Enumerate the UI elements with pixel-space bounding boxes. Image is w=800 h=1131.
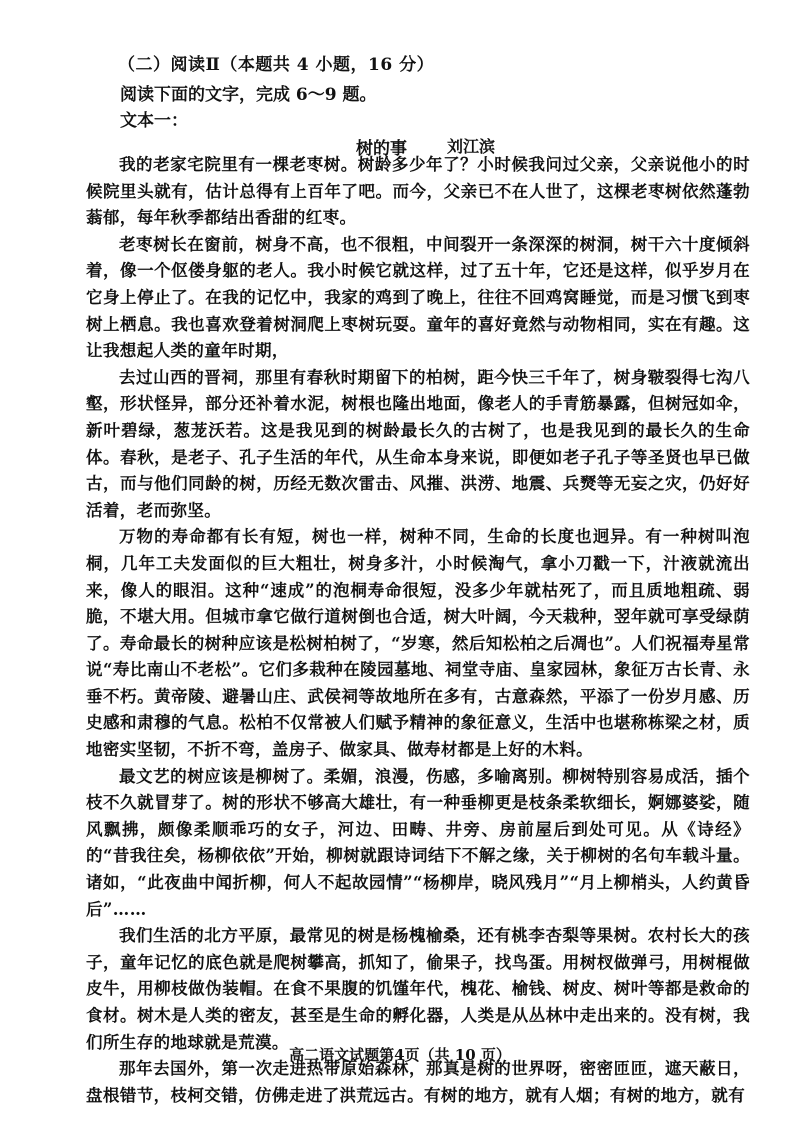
reading-instruction: 阅读下面的文字，完成 6～9 题。 — [120, 85, 377, 105]
page-footer: 高二语文试题第4页（共 10 页） — [289, 1046, 511, 1064]
section-heading: （二）阅读Ⅱ（本题共 4 小题，16 分） — [118, 55, 435, 75]
article-paragraph: 万物的寿命都有长有短，树也一样，树种不同，生命的长度也迥异。有一种树叫泡桐，几年工夫发面似的巨大粗壮，树身多汁，小时候淘气，拿小刀戳一下，汁液就流出来，像人的眼泪。这种“速成”的泡桐寿命很短，没多少年就枯死了，而且质地粗疏、弱脆，不堪大用。但城市拿它做行道树倒也合适，树大叶阔，今天栽种，翌年就可享受绿荫了。寿命最长的树种应该是松树柏树了，“岁寒，然后知松柏之后凋也”。人们祝福寿星常说“寿比南山不老松”。它们多栽种在陵园墓地、祠堂寺庙、皇家园林，象征万古长青、永垂不朽。黄帝陵、避暑山庄、武侯祠等故地所在多有，古意森然，平添了一份岁月感、历史感和肃穆的气息。松柏不仅常被人们赋予精神的象征意义，生活中也堪称栋梁之材，质地密实坚韧，不折不弯，盖房子、做家具、做寿材都是上好的木料。 — [86, 527, 750, 760]
article-author: 刘江滨 — [447, 137, 496, 156]
text-one-label: 文本一： — [120, 111, 188, 131]
article-paragraph: 那年去国外，第一次走进热带原始森林，那真是树的世界呀，密密匝匝，遮天蔽日，盘根错节，枝柯交错，仿佛走进了洪荒远古。有树的地方，就有人烟；有树的地方，就有 — [86, 1059, 750, 1105]
article-body — [86, 152, 750, 1109]
article-paragraph: 最文艺的树应该是柳树了。柔媚，浪漫，伤感，多喻离别。柳树特别容易成活，插个枝不久就冒芽了。树的形状不够高大雄壮，有一种垂柳更是枝条柔软细长，婀娜婆娑，随风飘拂，颇像柔顺乖巧的女子，河边、田畴、井旁、房前屋后到处可见。从《诗经》的“昔我往矣，杨柳依依”开始，柳树就跟诗词结下不解之缘，关于柳树的名句车载斗量。诸如，“此夜曲中闻折柳，何人不起故园情”“杨柳岸，晓风残月”“月上柳梢头，人约黄昏后”…… — [86, 766, 750, 919]
article-paragraph: 我的老家宅院里有一棵老枣树。树龄多少年了？小时候我问过父亲，父亲说他小的时候院里头就有，估计总得有上百年了吧。而今，父亲已不在人世了，这棵老枣树依然蓬勃蓊郁，每年秋季都结出香甜的红枣。 — [86, 155, 750, 228]
article-paragraph: 老枣树长在窗前，树身不高，也不很粗，中间裂开一条深深的树洞，树干六十度倾斜着，像一个伛偻身躯的老人。我小时候它就这样，过了五十年，它还是这样，似乎岁月在它身上停止了。在我的记忆中，我家的鸡到了晚上，往往不回鸡窝睡觉，而是习惯飞到枣树上栖息。我也喜欢登着树洞爬上枣树玩耍。童年的喜好竟然与动物相同，实在有趣。这让我想起人类的童年时期， — [86, 234, 750, 361]
article-title: 树的事 — [356, 139, 407, 159]
article-paragraph: 去过山西的晋祠，那里有春秋时期留下的柏树，距今快三千年了，树身皲裂得七沟八壑，形状怪异，部分还补着水泥，树根也隆出地面，像老人的手青筋暴露，但树冠如伞，新叶碧绿，葱茏沃若。这是我见到的树龄最长久的古树了，也是我见到的最长久的生命体。春秋，是老子、孔子生活的年代，从生命本身来说，即便如老子孔子等圣贤也早已做古，而与他们同龄的树，历经无数次雷击、风摧、洪涝、地震、兵燹等无妄之灾，仍好好活着，老而弥坚。 — [86, 367, 750, 520]
article-paragraph: 我们生活的北方平原，最常见的树是杨槐榆桑，还有桃李杏梨等果树。农村长大的孩子，童年记忆的底色就是爬树攀高，抓知了，偷果子，找鸟蛋。用树杈做弹弓，用树棍做皮牛，用柳枝做伪装帽。在食不果腹的饥馑年代，槐花、榆钱、树皮、树叶等都是救命的食材。树木是人类的密友，甚至是生命的孵化器，人类是从丛林中走出来的。没有树，我们所生存的地球就是荒漠。 — [86, 926, 750, 1052]
